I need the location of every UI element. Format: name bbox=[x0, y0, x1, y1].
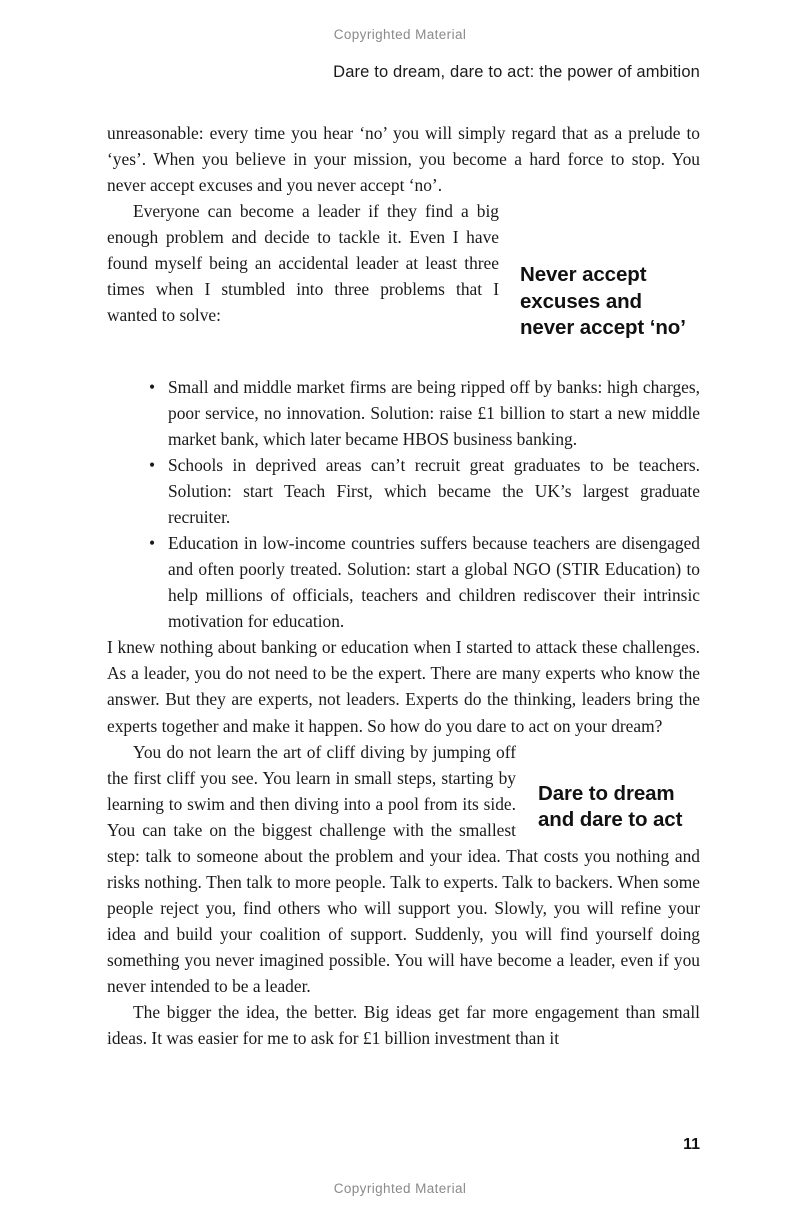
running-head: Dare to dream, dare to act: the power of ambition bbox=[333, 63, 700, 81]
bullet-icon: • bbox=[149, 376, 156, 397]
pull-quote-2: Dare to dream and dare to act bbox=[538, 781, 683, 832]
paragraph-4: You do not learn the art of cliff diving by jumping off the first cliff you see. You learn in small steps, starting by learning to swim and then diving into a pool from its side. You can take on the biggest challenge with the smallest step: talk to someone about the problem and your idea. That costs you nothing and risks nothing. Then talk to more people. Talk to experts. Talk to backers. When some people reject you, find others who will support you. Slowly, you will refine your idea and build your coalition of support. Suddenly, you will find yourself doing something you never imagined possible. You will have become a leader, even if you never intended to be a leader. bbox=[107, 741, 700, 996]
page-content bbox=[107, 120, 700, 1051]
list-item bbox=[149, 452, 700, 530]
paragraph-2-block bbox=[107, 198, 700, 348]
list-item bbox=[149, 530, 700, 634]
bulleted-list bbox=[107, 374, 700, 634]
paragraph-1: unreasonable: every time you hear ‘no’ you will simply regard that as a prelude to ‘yes’. When you believe in your mission, you become a hard force to stop. You never accept excuses and you never accept ‘no’. bbox=[107, 123, 700, 196]
pull-quote-1: Never accept excuses and never accept ‘no’ bbox=[520, 263, 686, 340]
list-item-text: Schools in deprived areas can’t recruit great graduates to be teachers. Solution: start Teach First, which became the UK’s largest graduate recruiter. bbox=[168, 455, 700, 528]
copyright-watermark-bottom: Copyrighted Material bbox=[333, 1181, 467, 1196]
bullet-icon: • bbox=[149, 533, 156, 554]
bullet-icon: • bbox=[149, 455, 156, 476]
paragraph-4-block bbox=[107, 739, 700, 999]
paragraph-3: I knew nothing about banking or education when I started to attack these challenges. As a leader, you do not need to be the expert. There are many experts who know the answer. But they are experts, not leaders. Experts do the thinking, leaders bring the experts together and make it happen. So how do you dare to act on your dream? bbox=[107, 637, 700, 736]
list-item-text: Small and middle market firms are being ripped off by banks: high charges, poor service, no innovation. Solution: raise £1 billion to start a new middle market bank, which later became HBOS business banking. bbox=[168, 376, 700, 450]
paragraph-5: The bigger the idea, the better. Big ideas get far more engagement than small ideas. It was easier for me to ask for £1 billion investment than it bbox=[107, 1002, 700, 1049]
copyright-watermark-top: Copyrighted Material bbox=[333, 27, 467, 42]
page-number: 11 bbox=[683, 1136, 700, 1153]
list-item bbox=[149, 374, 700, 452]
list-item-text: Education in low-income countries suffers because teachers are disengaged and often poorly treated. Solution: start a global NGO (STIR Education) to help millions of officials, teachers and children rediscover their intrinsic motivation for education. bbox=[168, 533, 700, 632]
paragraph-2: Everyone can become a leader if they find a big enough problem and decide to tackle it. Even I have found myself being an accidental leader at least three times when I stumbled into three problems that I wanted to solve: bbox=[107, 201, 499, 326]
